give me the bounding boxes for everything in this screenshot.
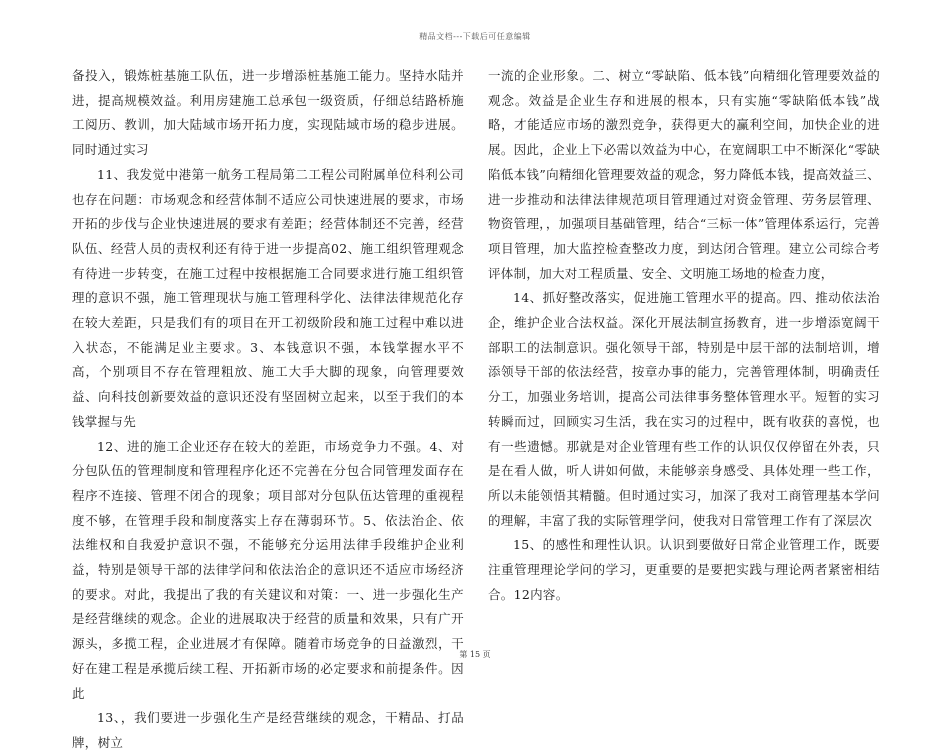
paragraph: 备投入，锻炼桩基施工队伍，进一步增添桩基施工能力。坚持水陆并进，提高规模效益。利用房建施工总承包一级资质，仔细总结路桥施工阅历、教训，加大陆域市场开拓力度，实现陆域市场的稳步进展。同时通过实习 bbox=[72, 68, 464, 158]
paragraph: 15、的感性和理性认识。认识到要做好日常企业管理工作，既要注重管理理论学问的学习，更重要的是要把实践与理论两者紧密相结合。12内容。 bbox=[488, 537, 880, 602]
paragraph: 11、我发觉中港第一航务工程局第二工程公司附属单位科利公司也存在问题：市场观念和经营体制不适应公司快速进展的要求，市场开拓的步伐与企业快速进展的要求有差距；经营体制还不完善，经营队伍、经营人员的责权利还有待于进一步提高02、施工组织管理观念有待进一步转变，在施工过程中按根据施工合同要求进行施工组织管理的意识不强，施工管理现状与施工管理科学化、法律法律规范化存在较大差距，只是我们有的项目在开工初级阶段和施工过程中难以进入状态，不能满足业主要求。3、本钱意识不强，本钱掌握水平不高，个别项目不存在管理粗放、施工大手大脚的现象，向管理要效益、向科技创新要效益的意识还没有坚固树立起来，以至于我们的本钱掌握与先 bbox=[72, 166, 464, 429]
right-column bbox=[488, 64, 880, 607]
paragraph: 一流的企业形象。二、树立“零缺陷、低本钱”向精细化管理要效益的观念。效益是企业生存和进展的根本，只有实施“零缺陷低本钱”战略，才能适应市场的激烈竞争，获得更大的赢利空间，加快企业的进展。因此，企业上下必需以效益为中心，在宽阔职工中不断深化“零缺陷低本钱”向精细化管理要效益的观念，努力降低本钱，提高效益三、进一步推动和法律法律规范项目管理通过对资金管理、劳务层管理、物资管理，，加强项目基础管理，结合“三标一体”管理体系运行，完善项目管理，加大监控检查整改力度，到达闭合管理。建立公司综合考评体制，加大对工程质量、安全、文明施工场地的检查力度， bbox=[488, 68, 880, 281]
page-number: 第 15 页 bbox=[459, 650, 491, 659]
page-header: 精品文档---下载后可任意编辑 bbox=[419, 32, 531, 41]
paragraph: 13、，我们要进一步强化生产是经营继续的观念，干精品、打品牌，树立 bbox=[72, 710, 464, 750]
paragraph: 14、抓好整改落实，促进施工管理水平的提高。四、推动依法治企，维护企业合法权益。深化开展法制宣扬教育，进一步增添宽阔干部职工的法制意识。强化领导干部，特别是中层干部的法制培训，增添领导干部的依法经营，按章办事的能力，完善管理体制，明确责任分工，加强业务培训，提高公司法律事务整体管理水平。短暂的实习转瞬而过，回顾实习生活，我在实习的过程中，既有收获的喜悦，也有一些遗憾。那就是对企业管理有些工作的认识仅仅停留在外表，只是在看人做，听人讲如何做，未能够亲身感受、具体处理一些工作，所以未能领悟其精髓。但时通过实习，加深了我对工商管理基本学问的理解，丰富了我的实际管理学问，使我对日常管理工作有了深层次 bbox=[488, 290, 880, 528]
paragraph: 12、进的施工企业还存在较大的差距，市场竞争力不强。4、对分包队伍的管理制度和管理程序化还不完善在分包合同管理发面存在程序不连接、管理不闭合的现象；项目部对分包队伍达管理的重视程度不够，在管理手段和制度落实上存在薄弱环节。5、依法治企、依法维权和自我爱护意识不强，不能够充分运用法律手段维护企业利益，特别是领导干部的法律学问和依法治企的意识还不适应市场经济的要求。对此，我提出了我的有关建议和对策：一、进一步强化生产是经营继续的观念。企业的进展取决于经营的质量和效果，只有广开源头，多揽工程，企业进展才有保障。随着市场竞争的日益激烈，干好在建工程是承揽后续工程、开拓新市场的必定要求和前提条件。因此 bbox=[72, 438, 464, 701]
